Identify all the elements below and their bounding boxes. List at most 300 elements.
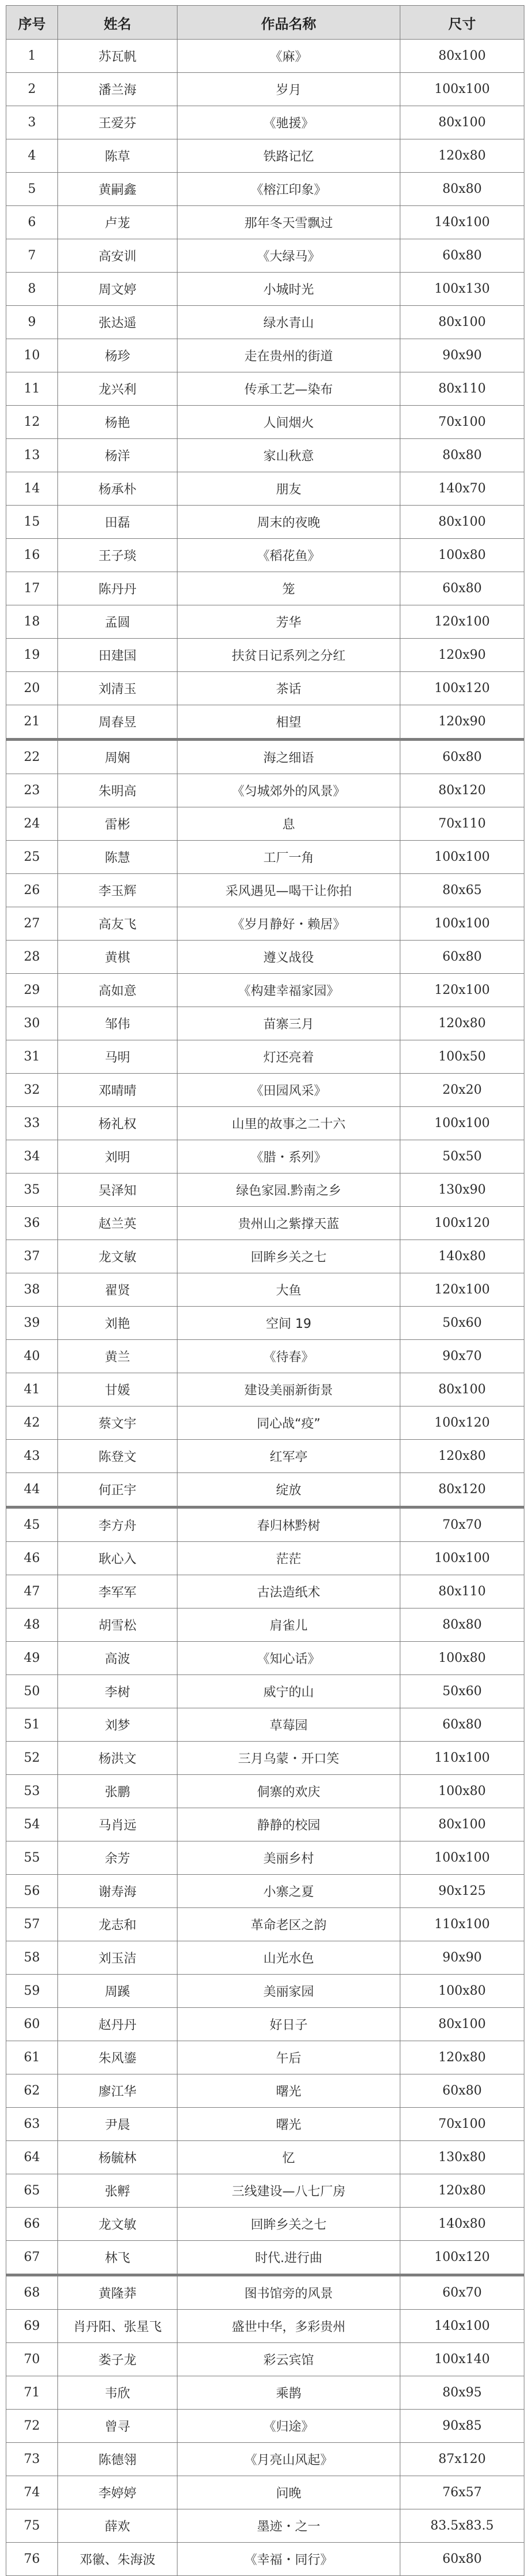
size-cell: 140x80 [400, 2208, 524, 2241]
title-cell: 绿水青山 [177, 306, 400, 339]
size-cell: 120x100 [400, 1273, 524, 1307]
table-row [6, 1742, 524, 1775]
serial-cell: 13 [6, 439, 58, 472]
name-cell: 黄兰 [58, 1340, 177, 1373]
table-row [6, 1473, 524, 1507]
table-row [6, 1975, 524, 2008]
name-cell: 杨礼权 [58, 1107, 177, 1140]
name-cell: 薛欢 [58, 2509, 177, 2543]
size-cell: 80x80 [400, 173, 524, 206]
name-cell: 肖丹阳、张星飞 [58, 2310, 177, 2343]
table-row [6, 1808, 524, 1841]
size-cell: 80x100 [400, 106, 524, 139]
table-row [6, 705, 524, 740]
table-row [6, 774, 524, 807]
title-cell: 海之细语 [177, 740, 400, 774]
name-cell: 周文婷 [58, 273, 177, 306]
table-row [6, 406, 524, 439]
size-cell: 20x20 [400, 1074, 524, 1107]
title-cell: 《幸福・同行》 [177, 2543, 400, 2576]
table-row [6, 1841, 524, 1875]
size-cell: 80x80 [400, 1608, 524, 1642]
table-row [6, 572, 524, 605]
title-cell: 乘鹊 [177, 2376, 400, 2410]
title-cell: 家山秋意 [177, 439, 400, 472]
table-row [6, 1507, 524, 1542]
serial-cell: 20 [6, 672, 58, 705]
title-cell: 铁路记忆 [177, 139, 400, 173]
table-row [6, 106, 524, 139]
title-cell: 茫茫 [177, 1542, 400, 1575]
title-cell: 革命老区之韵 [177, 1908, 400, 1941]
table-row [6, 1074, 524, 1107]
name-cell: 陈德翎 [58, 2443, 177, 2476]
serial-cell: 28 [6, 941, 58, 974]
size-cell: 100x80 [400, 1642, 524, 1675]
size-cell: 60x80 [400, 239, 524, 273]
title-cell: 侗寨的欢庆 [177, 1775, 400, 1808]
table-row [6, 139, 524, 173]
serial-cell: 74 [6, 2476, 58, 2509]
title-cell: 苗寨三月 [177, 1007, 400, 1040]
name-cell: 周春昱 [58, 705, 177, 740]
title-cell: 传承工艺—染布 [177, 372, 400, 406]
size-cell: 140x100 [400, 206, 524, 239]
name-cell: 潘兰海 [58, 73, 177, 106]
header-name: 姓名 [58, 6, 177, 40]
size-cell: 76x57 [400, 2476, 524, 2509]
name-cell: 雷彬 [58, 807, 177, 841]
serial-cell: 38 [6, 1273, 58, 1307]
name-cell: 廖江华 [58, 2074, 177, 2108]
serial-cell: 76 [6, 2543, 58, 2576]
title-cell: 问晚 [177, 2476, 400, 2509]
artwork-table [6, 5, 524, 2576]
size-cell: 90x70 [400, 1340, 524, 1373]
title-cell: 笼 [177, 572, 400, 605]
serial-cell: 61 [6, 2041, 58, 2074]
name-cell: 杨洪文 [58, 1742, 177, 1775]
size-cell: 100x100 [400, 841, 524, 874]
name-cell: 陈登文 [58, 1440, 177, 1473]
name-cell: 田磊 [58, 506, 177, 539]
serial-cell: 23 [6, 774, 58, 807]
title-cell: 静静的校园 [177, 1808, 400, 1841]
name-cell: 周蹊 [58, 1975, 177, 2008]
title-cell: 山光水色 [177, 1941, 400, 1975]
name-cell: 黄棋 [58, 941, 177, 974]
serial-cell: 47 [6, 1575, 58, 1608]
table-row [6, 1140, 524, 1174]
title-cell: 大鱼 [177, 1273, 400, 1307]
name-cell: 刘艳 [58, 1307, 177, 1340]
title-cell: 《月亮山风起》 [177, 2443, 400, 2476]
title-cell: 忆 [177, 2141, 400, 2174]
title-cell: 盛世中华，多彩贵州 [177, 2310, 400, 2343]
size-cell: 130x80 [400, 2141, 524, 2174]
title-cell: 扶贫日记系列之分红 [177, 639, 400, 672]
size-cell: 70x100 [400, 2108, 524, 2141]
title-cell: 建设美丽新街景 [177, 1373, 400, 1406]
table-row [6, 1941, 524, 1975]
title-cell: 威宁的山 [177, 1675, 400, 1708]
name-cell: 何正宇 [58, 1473, 177, 1507]
size-cell: 100x120 [400, 2241, 524, 2275]
serial-cell: 43 [6, 1440, 58, 1473]
size-cell: 90x90 [400, 1941, 524, 1975]
size-cell: 60x80 [400, 1708, 524, 1742]
name-cell: 赵兰英 [58, 1207, 177, 1240]
size-cell: 87x120 [400, 2443, 524, 2476]
table-row [6, 2008, 524, 2041]
size-cell: 140x70 [400, 472, 524, 506]
table-row [6, 2174, 524, 2208]
table-row [6, 1440, 524, 1473]
table-row [6, 306, 524, 339]
size-cell: 100x140 [400, 2343, 524, 2376]
title-cell: 《岁月静好・赖居》 [177, 907, 400, 941]
size-cell: 80x80 [400, 439, 524, 472]
size-cell: 130x90 [400, 1174, 524, 1207]
table-row [6, 874, 524, 907]
serial-cell: 25 [6, 841, 58, 874]
size-cell: 60x80 [400, 941, 524, 974]
table-row [6, 40, 524, 73]
size-cell: 100x100 [400, 907, 524, 941]
name-cell: 赵丹丹 [58, 2008, 177, 2041]
title-cell: 《构建幸福家园》 [177, 974, 400, 1007]
serial-cell: 68 [6, 2275, 58, 2310]
serial-cell: 52 [6, 1742, 58, 1775]
size-cell: 100x50 [400, 1040, 524, 1074]
size-cell: 60x80 [400, 740, 524, 774]
serial-cell: 3 [6, 106, 58, 139]
serial-cell: 36 [6, 1207, 58, 1240]
name-cell: 李婷婷 [58, 2476, 177, 2509]
name-cell: 高安训 [58, 239, 177, 273]
header-work-title: 作品名称 [177, 6, 400, 40]
title-cell: 《大绿马》 [177, 239, 400, 273]
size-cell: 80x110 [400, 1575, 524, 1608]
name-cell: 黄嗣鑫 [58, 173, 177, 206]
name-cell: 田建国 [58, 639, 177, 672]
size-cell: 60x70 [400, 2275, 524, 2310]
serial-cell: 31 [6, 1040, 58, 1074]
title-cell: 回眸乡关之七 [177, 1240, 400, 1273]
serial-cell: 73 [6, 2443, 58, 2476]
serial-cell: 17 [6, 572, 58, 605]
name-cell: 陈慧 [58, 841, 177, 874]
name-cell: 杨洋 [58, 439, 177, 472]
title-cell: 周末的夜晚 [177, 506, 400, 539]
serial-cell: 51 [6, 1708, 58, 1742]
name-cell: 林飞 [58, 2241, 177, 2275]
serial-cell: 58 [6, 1941, 58, 1975]
title-cell: 彩云宾馆 [177, 2343, 400, 2376]
title-cell: 《归途》 [177, 2410, 400, 2443]
serial-cell: 30 [6, 1007, 58, 1040]
title-cell: 春归林黔树 [177, 1507, 400, 1542]
size-cell: 120x80 [400, 1440, 524, 1473]
size-cell: 50x50 [400, 1140, 524, 1174]
serial-cell: 6 [6, 206, 58, 239]
table-row [6, 1875, 524, 1908]
size-cell: 100x130 [400, 273, 524, 306]
name-cell: 杨承朴 [58, 472, 177, 506]
title-cell: 灯还亮着 [177, 1040, 400, 1074]
size-cell: 70x110 [400, 807, 524, 841]
title-cell: 小城时光 [177, 273, 400, 306]
title-cell: 《腊・系列》 [177, 1140, 400, 1174]
size-cell: 100x100 [400, 1841, 524, 1875]
size-cell: 70x100 [400, 406, 524, 439]
size-cell: 120x80 [400, 1007, 524, 1040]
name-cell: 邓徽、朱海波 [58, 2543, 177, 2576]
title-cell: 岁月 [177, 73, 400, 106]
name-cell: 李玉辉 [58, 874, 177, 907]
size-cell: 100x80 [400, 1975, 524, 2008]
table-row [6, 1040, 524, 1074]
size-cell: 80x100 [400, 2008, 524, 2041]
name-cell: 陈草 [58, 139, 177, 173]
name-cell: 马明 [58, 1040, 177, 1074]
serial-cell: 14 [6, 472, 58, 506]
size-cell: 100x100 [400, 1107, 524, 1140]
serial-cell: 45 [6, 1507, 58, 1542]
title-cell: 好日子 [177, 2008, 400, 2041]
size-cell: 120x80 [400, 2174, 524, 2208]
title-cell: 人间烟火 [177, 406, 400, 439]
table-row [6, 2443, 524, 2476]
serial-cell: 4 [6, 139, 58, 173]
table-row [6, 740, 524, 774]
size-cell: 50x60 [400, 1675, 524, 1708]
name-cell: 曾寻 [58, 2410, 177, 2443]
table-row [6, 1174, 524, 1207]
name-cell: 周娴 [58, 740, 177, 774]
size-cell: 80x100 [400, 506, 524, 539]
title-cell: 三线建设—八七厂房 [177, 2174, 400, 2208]
serial-cell: 22 [6, 740, 58, 774]
table-row [6, 1542, 524, 1575]
name-cell: 张鹏 [58, 1775, 177, 1808]
title-cell: 《匀城郊外的风景》 [177, 774, 400, 807]
name-cell: 苏瓦帆 [58, 40, 177, 73]
serial-cell: 8 [6, 273, 58, 306]
size-cell: 120x80 [400, 2041, 524, 2074]
table-row [6, 1007, 524, 1040]
table-row [6, 1240, 524, 1273]
name-cell: 余芳 [58, 1841, 177, 1875]
size-cell: 90x85 [400, 2410, 524, 2443]
table-row [6, 206, 524, 239]
title-cell: 走在贵州的街道 [177, 339, 400, 372]
serial-cell: 44 [6, 1473, 58, 1507]
title-cell: 午后 [177, 2041, 400, 2074]
serial-cell: 67 [6, 2241, 58, 2275]
title-cell: 《田园风采》 [177, 1074, 400, 1107]
table-row [6, 2074, 524, 2108]
serial-cell: 54 [6, 1808, 58, 1841]
serial-cell: 46 [6, 1542, 58, 1575]
table-row [6, 2476, 524, 2509]
table-row [6, 1406, 524, 1440]
table-row [6, 2543, 524, 2576]
table-row [6, 2376, 524, 2410]
name-cell: 刘梦 [58, 1708, 177, 1742]
size-cell: 110x100 [400, 1742, 524, 1775]
name-cell: 卢茏 [58, 206, 177, 239]
name-cell: 龙兴利 [58, 372, 177, 406]
table-row [6, 1642, 524, 1675]
title-cell: 芳华 [177, 605, 400, 639]
table-header [6, 6, 524, 40]
serial-cell: 18 [6, 605, 58, 639]
size-cell: 120x100 [400, 974, 524, 1007]
serial-cell: 1 [6, 40, 58, 73]
name-cell: 龙文敏 [58, 2208, 177, 2241]
title-cell: 朋友 [177, 472, 400, 506]
title-cell: 回眸乡关之七 [177, 2208, 400, 2241]
size-cell: 90x90 [400, 339, 524, 372]
size-cell: 80x65 [400, 874, 524, 907]
table-row [6, 2310, 524, 2343]
name-cell: 刘玉洁 [58, 1941, 177, 1975]
serial-cell: 24 [6, 807, 58, 841]
size-cell: 80x120 [400, 774, 524, 807]
serial-cell: 10 [6, 339, 58, 372]
title-cell: 美丽家园 [177, 1975, 400, 2008]
name-cell: 李军军 [58, 1575, 177, 1608]
size-cell: 80x100 [400, 306, 524, 339]
table-row [6, 2241, 524, 2275]
title-cell: 美丽乡村 [177, 1841, 400, 1875]
table-row [6, 439, 524, 472]
table-row [6, 239, 524, 273]
serial-cell: 66 [6, 2208, 58, 2241]
table-row [6, 1207, 524, 1240]
name-cell: 张达遥 [58, 306, 177, 339]
title-cell: 古法造纸术 [177, 1575, 400, 1608]
size-cell: 80x100 [400, 1808, 524, 1841]
name-cell: 刘清玉 [58, 672, 177, 705]
title-cell: 工厂一角 [177, 841, 400, 874]
size-cell: 60x80 [400, 2074, 524, 2108]
table-row [6, 2343, 524, 2376]
size-cell: 80x110 [400, 372, 524, 406]
table-row [6, 1775, 524, 1808]
name-cell: 龙文敏 [58, 1240, 177, 1273]
name-cell: 蔡文宇 [58, 1406, 177, 1440]
serial-cell: 39 [6, 1307, 58, 1340]
serial-cell: 63 [6, 2108, 58, 2141]
name-cell: 高波 [58, 1642, 177, 1675]
name-cell: 王子琰 [58, 539, 177, 572]
serial-cell: 9 [6, 306, 58, 339]
table-row [6, 1908, 524, 1941]
name-cell: 李方舟 [58, 1507, 177, 1542]
table-row [6, 1340, 524, 1373]
serial-cell: 15 [6, 506, 58, 539]
table-row [6, 1373, 524, 1406]
size-cell: 100x100 [400, 1542, 524, 1575]
name-cell: 高友飞 [58, 907, 177, 941]
serial-cell: 32 [6, 1074, 58, 1107]
table-row [6, 1307, 524, 1340]
name-cell: 杨艳 [58, 406, 177, 439]
serial-cell: 27 [6, 907, 58, 941]
serial-cell: 65 [6, 2174, 58, 2208]
table-row [6, 672, 524, 705]
title-cell: 茶话 [177, 672, 400, 705]
table-body [6, 40, 524, 2576]
title-cell: 《驰援》 [177, 106, 400, 139]
table-row [6, 173, 524, 206]
serial-cell: 19 [6, 639, 58, 672]
serial-cell: 60 [6, 2008, 58, 2041]
header-size: 尺寸 [400, 6, 524, 40]
serial-cell: 40 [6, 1340, 58, 1373]
size-cell: 100x120 [400, 1406, 524, 1440]
serial-cell: 64 [6, 2141, 58, 2174]
serial-cell: 70 [6, 2343, 58, 2376]
table-row [6, 339, 524, 372]
size-cell: 100x80 [400, 539, 524, 572]
serial-cell: 50 [6, 1675, 58, 1708]
title-cell: 墨迹・之一 [177, 2509, 400, 2543]
table-row [6, 1575, 524, 1608]
header-row [6, 6, 524, 40]
serial-cell: 16 [6, 539, 58, 572]
size-cell: 140x80 [400, 1240, 524, 1273]
name-cell: 胡雪松 [58, 1608, 177, 1642]
table-row [6, 539, 524, 572]
serial-cell: 2 [6, 73, 58, 106]
name-cell: 邓晴晴 [58, 1074, 177, 1107]
table-row [6, 639, 524, 672]
title-cell: 小寨之夏 [177, 1875, 400, 1908]
name-cell: 马肖远 [58, 1808, 177, 1841]
size-cell: 120x80 [400, 139, 524, 173]
table-row [6, 2208, 524, 2241]
table-row [6, 73, 524, 106]
size-cell: 83.5x83.5 [400, 2509, 524, 2543]
title-cell: 《待春》 [177, 1340, 400, 1373]
name-cell: 吴泽知 [58, 1174, 177, 1207]
title-cell: 绿色家园.黔南之乡 [177, 1174, 400, 1207]
serial-cell: 72 [6, 2410, 58, 2443]
title-cell: 贵州山之紫撑天蓝 [177, 1207, 400, 1240]
table-row [6, 1107, 524, 1140]
name-cell: 朱明高 [58, 774, 177, 807]
name-cell: 杨毓林 [58, 2141, 177, 2174]
name-cell: 王爱芬 [58, 106, 177, 139]
size-cell: 80x100 [400, 1373, 524, 1406]
serial-cell: 55 [6, 1841, 58, 1875]
table-row [6, 907, 524, 941]
title-cell: 空间 19 [177, 1307, 400, 1340]
serial-cell: 59 [6, 1975, 58, 2008]
title-cell: 曙光 [177, 2108, 400, 2141]
table-row [6, 974, 524, 1007]
size-cell: 100x120 [400, 672, 524, 705]
table-row [6, 807, 524, 841]
name-cell: 高如意 [58, 974, 177, 1007]
table-row [6, 1675, 524, 1708]
size-cell: 140x100 [400, 2310, 524, 2343]
table-row [6, 2141, 524, 2174]
title-cell: 《麻》 [177, 40, 400, 73]
